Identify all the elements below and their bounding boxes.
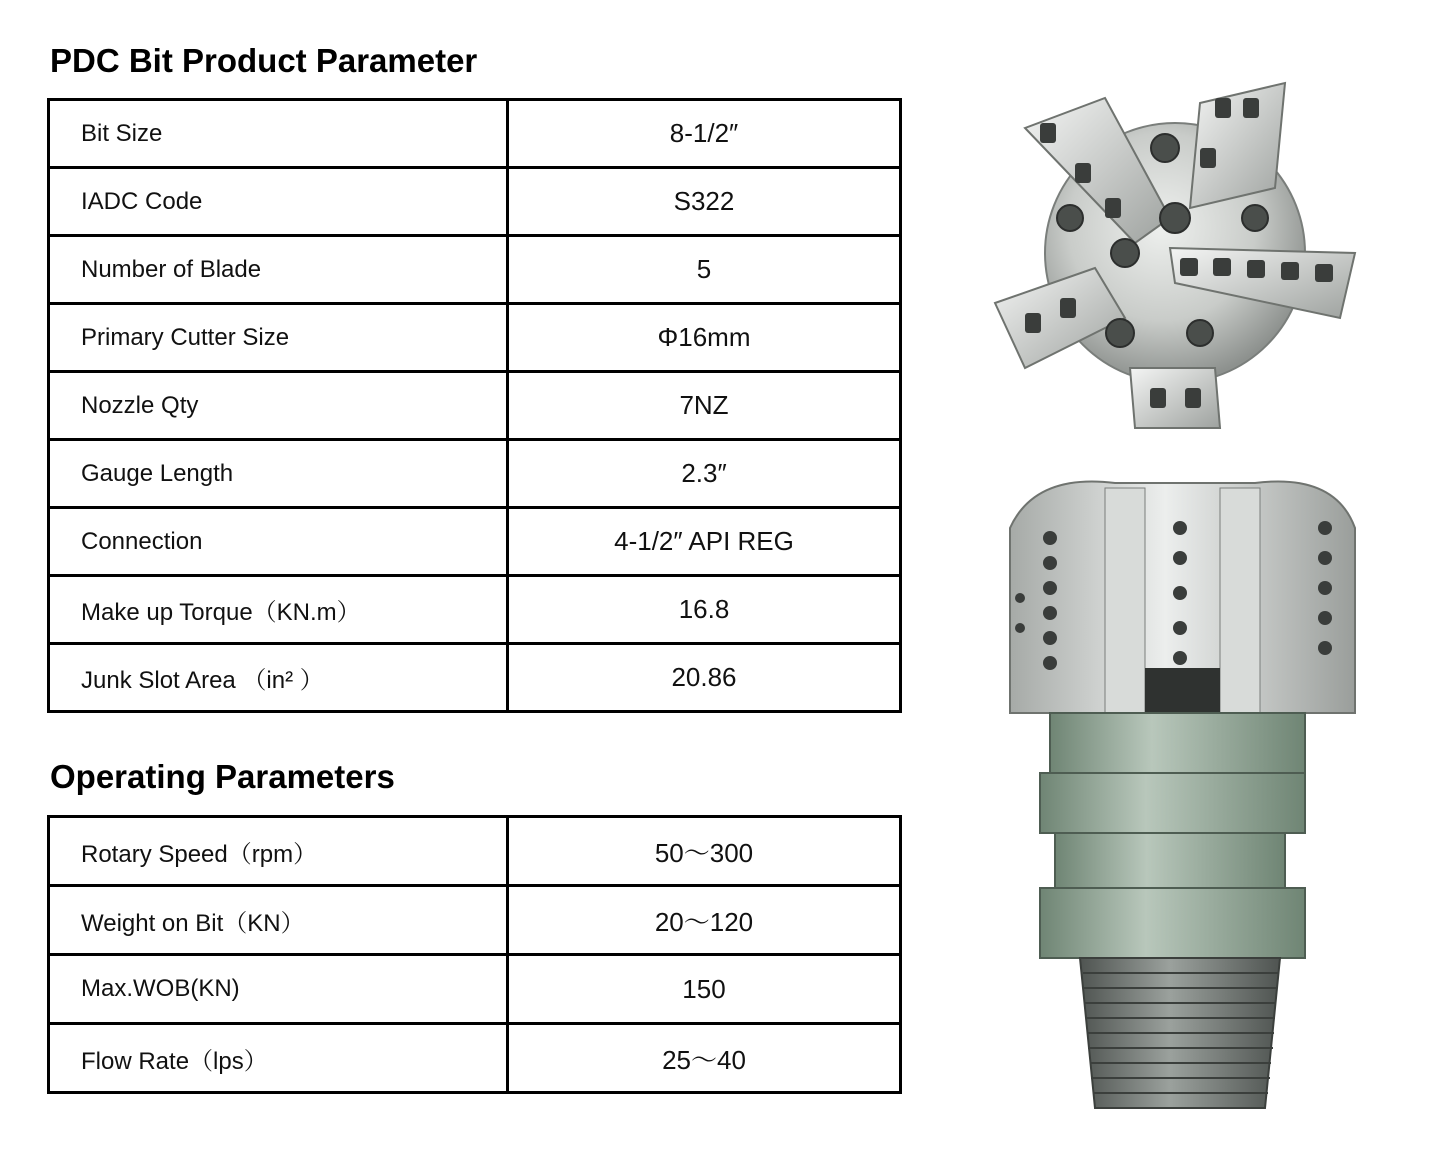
param-value: 7NZ (508, 372, 901, 440)
param-label: IADC Code (49, 168, 508, 236)
param-label: Number of Blade (49, 236, 508, 304)
param-value: 5 (508, 236, 901, 304)
table-row (49, 304, 901, 372)
table-row (49, 168, 901, 236)
param-value: S322 (508, 168, 901, 236)
param-label: Connection (49, 508, 508, 576)
product-parameter-table (47, 98, 902, 713)
param-value: Φ16mm (508, 304, 901, 372)
param-label: Bit Size (49, 100, 508, 168)
param-value: 8-1/2″ (508, 100, 901, 168)
pdc-bit-top-view-image (985, 68, 1365, 438)
product-parameter-title: PDC Bit Product Parameter (50, 42, 478, 79)
param-value: 16.8 (508, 576, 901, 644)
param-label: Junk Slot Area （in² ） (49, 644, 508, 712)
param-label: Make up Torque（KN.m） (49, 576, 508, 644)
param-label: Nozzle Qty (49, 372, 508, 440)
operating-parameters-title: Operating Parameters (50, 758, 395, 795)
param-value: 20～120 (508, 886, 901, 955)
param-value: 25～40 (508, 1024, 901, 1093)
param-value: 20.86 (508, 644, 901, 712)
table-row (49, 100, 901, 168)
table-row (49, 576, 901, 644)
table-row (49, 886, 901, 955)
table-row (49, 372, 901, 440)
table-row (49, 236, 901, 304)
param-value: 150 (508, 955, 901, 1024)
table-row (49, 440, 901, 508)
table-row (49, 1024, 901, 1093)
table-row (49, 644, 901, 712)
table-row (49, 955, 901, 1024)
param-value: 4-1/2″ API REG (508, 508, 901, 576)
param-label: Max.WOB(KN) (49, 955, 508, 1024)
param-label: Flow Rate（lps） (49, 1024, 508, 1093)
param-value: 50～300 (508, 817, 901, 886)
param-label: Rotary Speed（rpm） (49, 817, 508, 886)
param-label: Gauge Length (49, 440, 508, 508)
pdc-bit-side-view-image (995, 468, 1370, 1113)
table-row (49, 817, 901, 886)
param-label: Weight on Bit（KN） (49, 886, 508, 955)
table-row (49, 508, 901, 576)
param-value: 2.3″ (508, 440, 901, 508)
operating-parameters-table (47, 815, 902, 1094)
param-label: Primary Cutter Size (49, 304, 508, 372)
